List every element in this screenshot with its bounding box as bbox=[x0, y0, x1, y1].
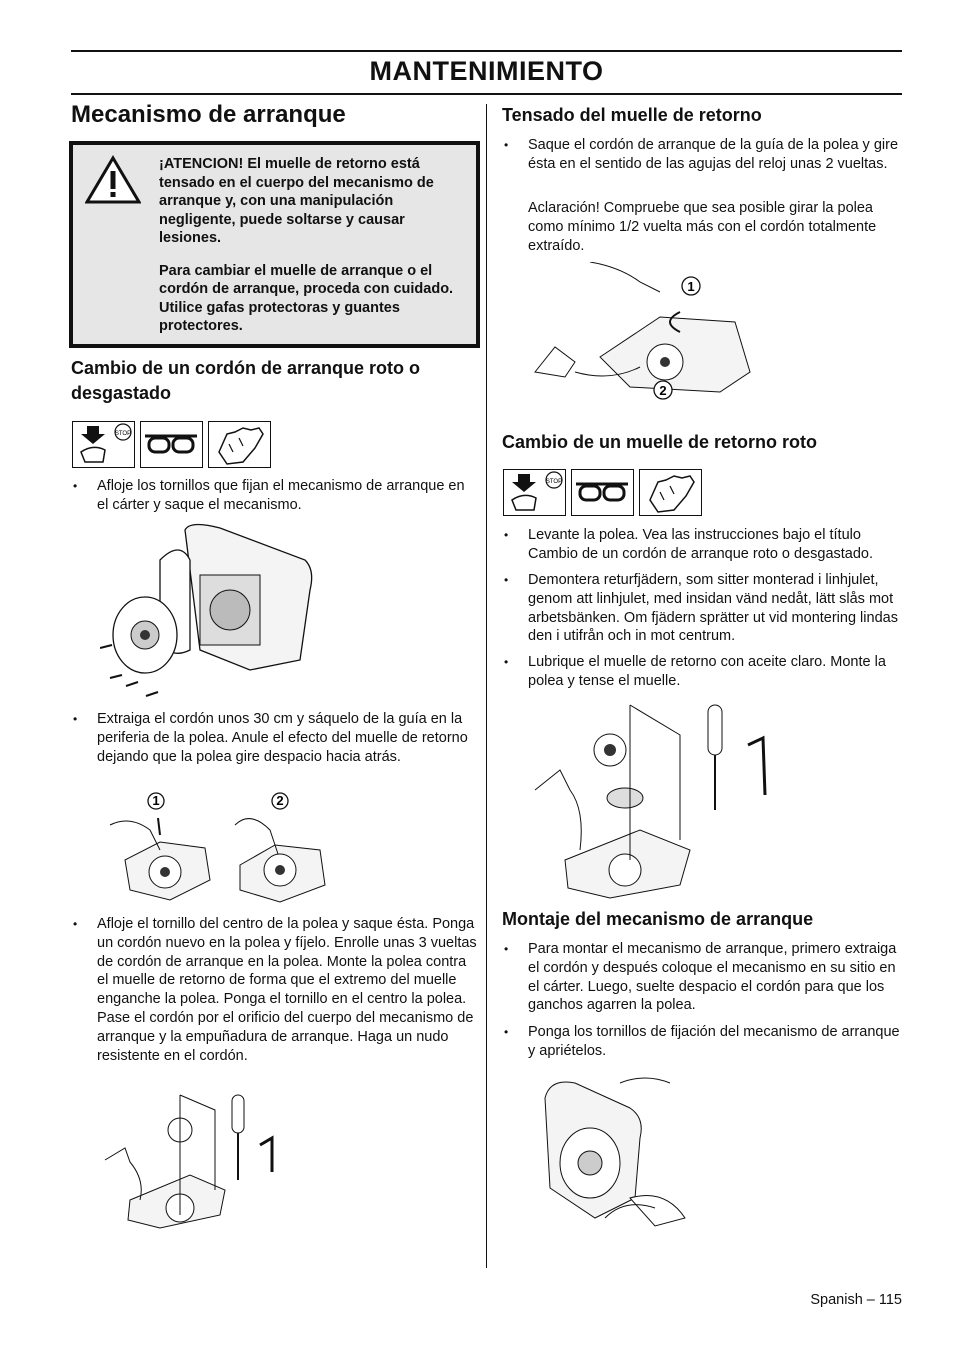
note-check-rotation: Aclaración! Compruebe que sea posible girar la polea como mínimo 1/2 vuelta más con el cordón totalmente extraído. bbox=[528, 200, 877, 254]
subheading-spring-tension: Tensado del muelle de retorno bbox=[502, 105, 762, 125]
safety-glasses-icon bbox=[140, 421, 203, 468]
safety-icons-left bbox=[72, 421, 271, 468]
bullet-tighten-screws: • Ponga los tornillos de fijación del mecanismo de arranque y apriételos. bbox=[502, 1023, 902, 1061]
warning-triangle-icon bbox=[85, 155, 141, 205]
warning-text bbox=[159, 155, 465, 350]
bullet-loosen-screws: • Afloje los tornillos que fijan el mecanismo de arranque en el cárter y saque el mecanismo. bbox=[71, 477, 478, 515]
section-heading: Mecanismo de arranque bbox=[71, 101, 346, 128]
bullet-pull-cord: • Saque el cordón de arranque de la guía de la polea y gire ésta en el sentido de las agujas del reloj unas 2 vueltas. bbox=[502, 136, 902, 174]
subheading-replace-spring: Cambio de un muelle de retorno roto bbox=[502, 432, 818, 452]
svg-text:STOP: STOP bbox=[545, 479, 563, 485]
bullet-mount-starter: • Para montar el mecanismo de arranque, primero extraiga el cordón y después coloque el mecanismo en su sitio en el cárter. Luego, suelte despacio el cordón para que los ganchos agarren la polea. bbox=[502, 940, 902, 1015]
subheading-starter-assembly: Montaje del mecanismo de arranque bbox=[502, 909, 814, 929]
header-rule-bottom bbox=[71, 93, 902, 95]
page-footer: Spanish – 115 bbox=[810, 1292, 902, 1308]
cord-assembly-illustration bbox=[100, 1090, 285, 1230]
figure-label-2: 2 bbox=[276, 793, 284, 808]
safety-icons-right bbox=[503, 469, 702, 516]
header-rule-top bbox=[71, 50, 902, 52]
spring-figure-label-1: 1 bbox=[687, 279, 695, 294]
bullet-extract-cord: • Extraiga el cordón unos 30 cm y sáquelo de la guía en la periferia de la polea. Anule el efecto del muelle de retorno dejando que la polea gire despacio hacia atrás. bbox=[71, 710, 478, 766]
column-divider bbox=[486, 104, 487, 1268]
spring-tension-illustration bbox=[530, 262, 760, 427]
protective-gloves-icon bbox=[208, 421, 271, 468]
warning-box bbox=[69, 141, 480, 348]
warning-paragraph-1: ¡ATENCION! El muelle de retorno está tensado en el cuerpo del mecanismo de arranque y, con una manipulación negligente, puede soltarse y causar lesiones. bbox=[159, 156, 434, 246]
bullet-install-new-cord: • Afloje el tornillo del centro de la polea y saque ésta. Ponga un cordón nuevo en la polea y fíjelo. Enrolle unas 3 vueltas de cordón de arranque en la polea. Monte la polea contra el muelle de retorno de forma que el extremo del muelle enganche la polea. Ponga el tornillo en el centro la polea. Pase el cordón por el orificio del cuerpo del mecanismo de arranque y la empuñadura de arranque. Haga un nudo resistente en el cordón. bbox=[71, 915, 478, 1065]
bullet-lift-pulley: • Levante la polea. Vea las instrucciones bajo el título Cambio de un cordón de arranque roto o desgastado. bbox=[502, 526, 902, 564]
spring-replacement-illustration bbox=[530, 700, 775, 900]
protective-gloves-icon bbox=[639, 469, 702, 516]
safety-glasses-icon bbox=[571, 469, 634, 516]
svg-text:STOP: STOP bbox=[114, 431, 132, 437]
starter-removal-illustration bbox=[100, 520, 325, 705]
stop-engine-icon bbox=[503, 469, 566, 516]
bullet-lubricate-spring: • Lubrique el muelle de retorno con aceite claro. Monte la polea y tense el muelle. bbox=[502, 653, 902, 691]
figure-label-1: 1 bbox=[152, 793, 160, 808]
spring-figure-label-2: 2 bbox=[659, 383, 667, 398]
page-title: MANTENIMIENTO bbox=[369, 56, 604, 86]
cord-release-illustration bbox=[100, 790, 340, 910]
subheading-cord-replacement: Cambio de un cordón de arranque roto o desgastado bbox=[71, 358, 421, 403]
starter-mounting-illustration bbox=[535, 1068, 695, 1228]
stop-engine-icon bbox=[72, 421, 135, 468]
bullet-remove-spring: • Demontera returfjädern, som sitter monterad i linhjulet, genom att linhjulet, med insidan vänd nedåt, lätt slås mot arbetsbänken. Om fjädern sprätter ut vid montering lindas den i utifrån och in mot centrum. bbox=[502, 571, 902, 646]
warning-paragraph-2: Para cambiar el muelle de arranque o el cordón de arranque, proceda con cuidado. Utilice gafas protectoras y guantes protectores. bbox=[159, 262, 454, 334]
